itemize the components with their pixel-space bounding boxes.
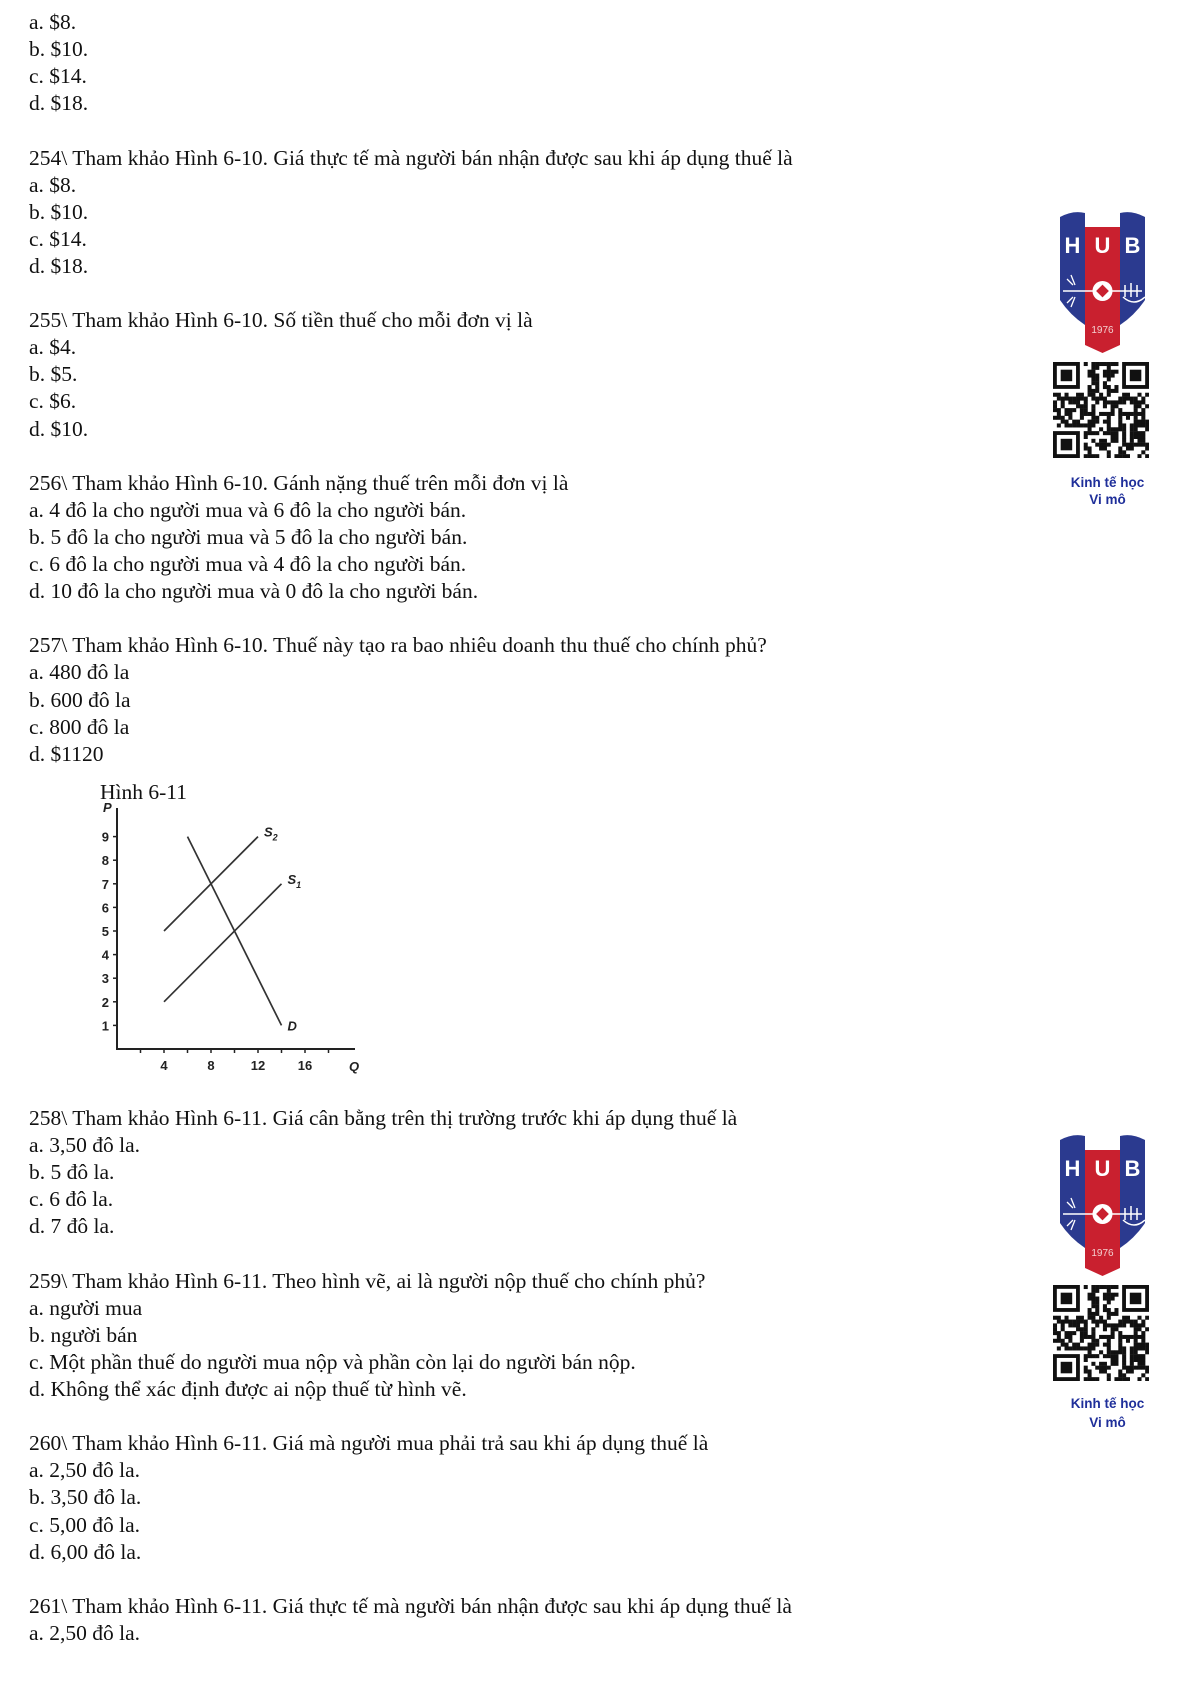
logo-year: 1976: [1091, 1248, 1114, 1259]
answer-option: b. $10.: [29, 37, 89, 62]
y-tick-label: 9: [101, 829, 109, 845]
y-tick-label: 8: [101, 853, 109, 869]
y-tick-label: 7: [101, 876, 109, 892]
question-text: 260\ Tham khảo Hình 6-11. Giá mà người mua phải trả sau khi áp dụng thuế là: [29, 1431, 709, 1456]
chart-labels: [103, 800, 359, 1074]
question-text: 261\ Tham khảo Hình 6-11. Giá thực tế mà người bán nhận được sau khi áp dụng thuế là: [29, 1593, 792, 1618]
question-text: 258\ Tham khảo Hình 6-11. Giá cân bằng trên thị trường trước khi áp dụng thuế là: [29, 1106, 738, 1130]
question-text: 259\ Tham khảo Hình 6-11. Theo hình vẽ, ai là người nộp thuế cho chính phủ?: [29, 1268, 706, 1293]
answer-option: c. Một phần thuế do người mua nộp và phần còn lại do người bán nộp.: [29, 1349, 636, 1374]
answer-option: d. 7 đô la.: [29, 1214, 115, 1239]
answer-option: d. Không thể xác định được ai nộp thuế từ hình vẽ.: [29, 1377, 467, 1401]
logo-letter-h: H: [1064, 233, 1081, 258]
answer-option: b. người bán: [29, 1322, 138, 1347]
answer-option: a. 4 đô la cho người mua và 6 đô la cho người bán.: [29, 497, 467, 522]
hub-shield-logo: [1045, 1128, 1160, 1283]
curve-label-s2: $S_2$: [264, 824, 278, 843]
question-text: 255\ Tham khảo Hình 6-10. Số tiền thuế cho mỗi đơn vị là: [29, 308, 533, 333]
y-tick-label: 2: [101, 994, 109, 1010]
chart-series: [164, 837, 282, 1026]
qr-code[interactable]: [1053, 1285, 1149, 1381]
answer-option: a. $8.: [29, 172, 77, 197]
answer-option: d. 10 đô la cho người mua và 0 đô la cho người bán.: [29, 579, 479, 604]
answer-option: c. 5,00 đô la.: [29, 1512, 141, 1537]
y-tick-label: 1: [101, 1018, 109, 1034]
answer-option: b. 5 đô la.: [29, 1160, 115, 1185]
answer-option: a. 3,50 đô la.: [29, 1133, 141, 1158]
answer-option: a. 2,50 đô la.: [29, 1458, 141, 1483]
brand-caption-line1: Kinh tế học: [1070, 475, 1145, 490]
answer-option: c. $6.: [29, 389, 77, 414]
brand-caption-line2: Vi mô: [1089, 1415, 1126, 1430]
curve-label-subscript: 2: [272, 832, 278, 843]
logo-letter-b: B: [1124, 1156, 1141, 1181]
brand-caption-line2: Vi mô: [1089, 492, 1126, 507]
question-text: 254\ Tham khảo Hình 6-10. Giá thực tế mà người bán nhận được sau khi áp dụng thuế là: [29, 145, 793, 170]
answer-option: c. 6 đô la cho người mua và 4 đô la cho người bán.: [29, 552, 467, 576]
curve-label-d: D: [287, 1018, 297, 1034]
x-tick-label: 4: [160, 1058, 168, 1073]
qr-code[interactable]: [1053, 362, 1149, 458]
answer-option: a. người mua: [29, 1295, 143, 1320]
answer-option: c. $14.: [29, 64, 87, 89]
logo-year: 1976: [1091, 325, 1114, 336]
brand-block: [1045, 205, 1160, 515]
answer-option: d. $18.: [29, 253, 89, 278]
answer-option: c. 800 đô la: [29, 714, 130, 739]
curve-s1: [164, 884, 282, 1002]
answer-option: d. $10.: [29, 416, 89, 441]
curve-d: [188, 837, 282, 1026]
answer-option: b. 600 đô la: [29, 687, 131, 712]
logo-letter-u: U: [1094, 1156, 1111, 1181]
y-tick-label: 3: [101, 971, 109, 987]
supply-demand-chart: [0, 0, 400, 1100]
logo-letter-u: U: [1094, 233, 1111, 258]
answer-option: a. 480 đô la: [29, 660, 130, 685]
figure-title: Hình 6-11: [100, 780, 187, 804]
x-axis-label: Q: [349, 1059, 360, 1074]
y-tick-label: 6: [101, 900, 109, 916]
answer-option: a. 2,50 đô la.: [29, 1620, 141, 1645]
answer-option: a. $4.: [29, 335, 77, 360]
question-text: 256\ Tham khảo Hình 6-10. Gánh nặng thuế trên mỗi đơn vị là: [29, 470, 569, 495]
answer-option: a. $8.: [29, 10, 77, 34]
answer-option: c. 6 đô la.: [29, 1187, 114, 1212]
answer-option: d. $1120: [29, 741, 104, 766]
y-tick-label: 5: [101, 924, 109, 939]
question-text: 257\ Tham khảo Hình 6-10. Thuế này tạo ra bao nhiêu doanh thu thuế cho chính phủ?: [29, 633, 767, 658]
x-tick-label: 8: [207, 1058, 215, 1073]
answer-option: b. $5.: [29, 362, 78, 387]
answer-option: d. $18.: [29, 91, 89, 116]
y-tick-label: 4: [101, 947, 109, 963]
hub-shield-logo: [1045, 205, 1160, 360]
curve-label-s1: $S_1$: [287, 871, 302, 890]
answer-option: d. 6,00 đô la.: [29, 1539, 142, 1564]
y-axis-label: P: [103, 800, 112, 815]
answer-option: b. $10.: [29, 199, 89, 224]
x-tick-label: 12: [250, 1058, 266, 1073]
answer-option: b. 5 đô la cho người mua và 5 đô la cho người bán.: [29, 524, 468, 549]
logo-letter-b: B: [1124, 233, 1141, 258]
logo-letter-h: H: [1064, 1156, 1081, 1181]
x-tick-label: 16: [297, 1058, 313, 1073]
answer-option: c. $14.: [29, 226, 87, 251]
curve-label-subscript: 1: [296, 879, 302, 890]
brand-block: [1045, 1128, 1160, 1438]
brand-caption-line1: Kinh tế học: [1070, 1396, 1145, 1411]
answer-option: b. 3,50 đô la.: [29, 1485, 142, 1510]
